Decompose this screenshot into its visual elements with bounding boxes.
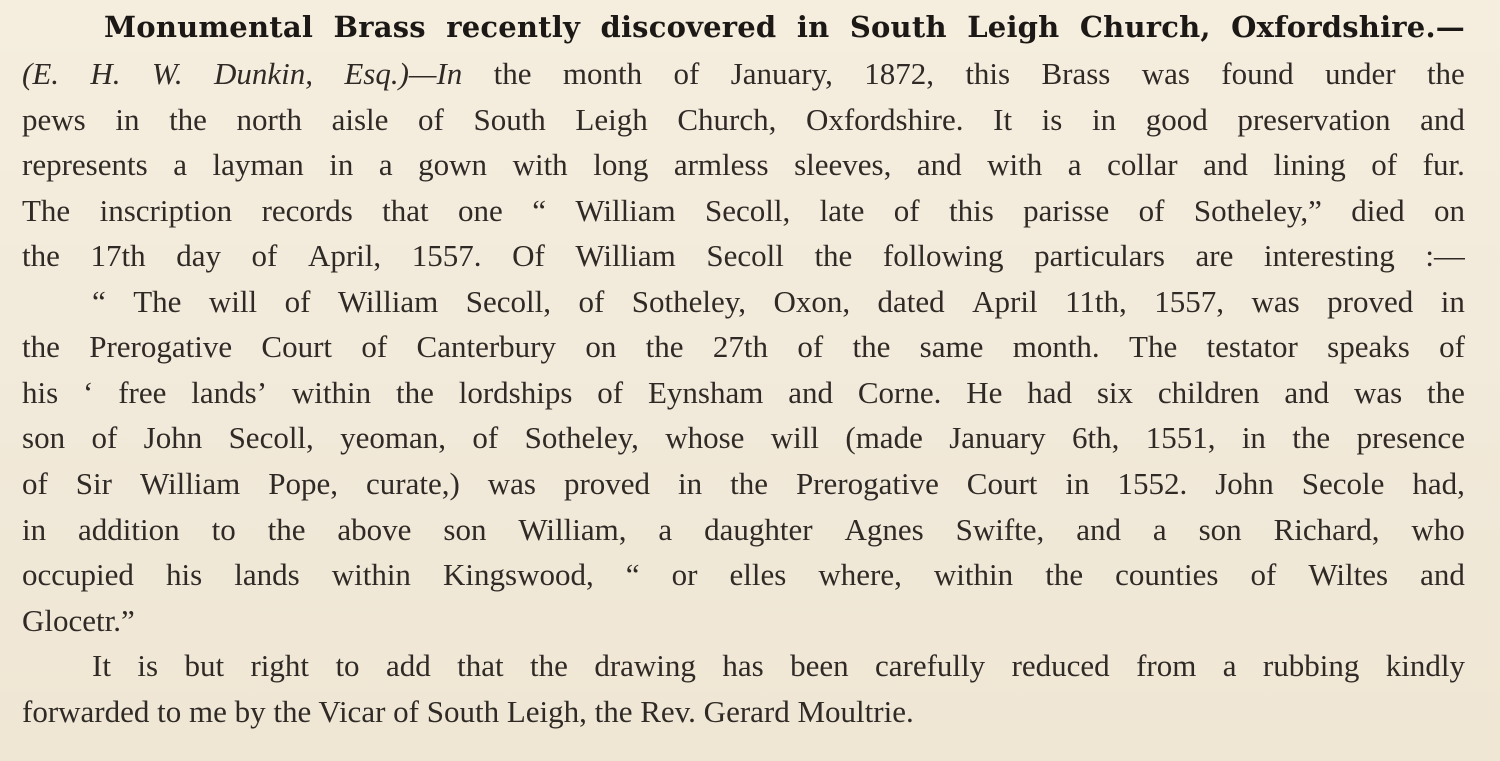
word: will <box>770 420 820 455</box>
word: same <box>919 329 984 364</box>
word: Esq.)—In <box>344 56 463 91</box>
word: John <box>143 420 203 455</box>
word: that <box>457 648 504 683</box>
word: day <box>176 238 221 273</box>
word: Court <box>966 466 1038 501</box>
word: Church, <box>677 102 777 137</box>
word: records <box>261 193 353 228</box>
word: Leigh <box>575 102 648 137</box>
word: reduced <box>1011 648 1110 683</box>
word: The <box>1129 329 1178 364</box>
word: (E. <box>22 56 60 91</box>
word: preservation <box>1237 102 1391 137</box>
word: addition <box>78 512 180 547</box>
text-line-7 <box>22 324 1465 370</box>
word: Secoll, <box>705 193 791 228</box>
word: William <box>575 238 676 273</box>
word: the <box>1045 557 1084 592</box>
word: elles <box>729 557 787 592</box>
word: Prerogative <box>795 466 939 501</box>
word: Secoll, <box>228 420 314 455</box>
text-line-14 <box>92 643 1465 689</box>
word: the <box>645 329 684 364</box>
word: was <box>1251 284 1300 319</box>
word: the <box>169 102 207 137</box>
text-line-4 <box>22 188 1465 234</box>
word: proved <box>563 466 651 501</box>
word: layman <box>212 147 304 182</box>
word: interesting <box>1263 238 1395 273</box>
word: particulars <box>1034 238 1165 273</box>
word: occupied <box>22 557 134 592</box>
word: of <box>893 193 920 228</box>
word: of <box>1371 147 1398 182</box>
word: of <box>361 329 388 364</box>
word: drawing <box>594 648 696 683</box>
word: Eynsham <box>647 375 764 410</box>
word: month <box>562 56 643 91</box>
word: April <box>972 284 1038 319</box>
word: a <box>378 147 393 182</box>
word: Monumental <box>104 10 314 44</box>
word: has <box>722 648 764 683</box>
word: Brass <box>1041 56 1111 91</box>
word: rubbing <box>1262 648 1360 683</box>
word: of <box>797 329 824 364</box>
word: pews <box>22 102 86 137</box>
word: of <box>251 238 278 273</box>
word: Secole <box>1301 466 1385 501</box>
text-line-9 <box>22 415 1465 461</box>
word: the <box>852 329 891 364</box>
word: gown <box>418 147 488 182</box>
word: H. <box>90 56 121 91</box>
word: a <box>1152 512 1167 547</box>
word: this <box>965 56 1011 91</box>
word: Secoll, <box>465 284 551 319</box>
word: dated <box>877 284 945 319</box>
word: South <box>849 10 947 44</box>
word: Canterbury <box>416 329 556 364</box>
text-line-6 <box>92 279 1465 325</box>
word: following <box>882 238 1004 273</box>
text-line-1 <box>22 51 1465 97</box>
word: son <box>1198 512 1242 547</box>
word: (made <box>845 420 923 455</box>
word: Oxfordshire.— <box>1231 10 1465 44</box>
word: a <box>173 147 187 182</box>
word: The <box>22 193 71 228</box>
word: above <box>337 512 412 547</box>
text-line-11 <box>22 507 1465 553</box>
word: this <box>949 193 994 228</box>
word: lining <box>1273 147 1346 182</box>
word: of <box>1138 193 1165 228</box>
word: ‘ <box>83 375 94 410</box>
word: or <box>671 557 698 592</box>
word: and <box>788 375 833 410</box>
word: six <box>1096 375 1134 410</box>
word: where, <box>818 557 902 592</box>
word: will <box>208 284 258 319</box>
text-line-10 <box>22 461 1465 507</box>
word: the <box>395 375 434 410</box>
word: W. <box>151 56 183 91</box>
word: yeoman, <box>340 420 447 455</box>
word: one <box>458 193 503 228</box>
word: parisse <box>1023 193 1110 228</box>
word: Wiltes <box>1308 557 1389 592</box>
word: Oxfordshire. <box>805 102 964 137</box>
word: Oxon, <box>773 284 851 319</box>
word: whose <box>665 420 745 455</box>
word: He <box>966 375 1003 410</box>
word: Richard, <box>1273 512 1380 547</box>
word: of <box>91 420 118 455</box>
text-line-3 <box>22 142 1465 188</box>
word: sleeves, <box>794 147 892 182</box>
word: discovered <box>600 10 777 44</box>
word: kindly <box>1385 648 1465 683</box>
word: and <box>1420 102 1465 137</box>
word: is <box>137 648 159 683</box>
word: of <box>1250 557 1277 592</box>
text-line-12 <box>22 552 1465 598</box>
word: Court <box>261 329 333 364</box>
word: Pope, <box>268 466 339 501</box>
word: had <box>1027 375 1072 410</box>
word: presence <box>1356 420 1465 455</box>
word: Sotheley, <box>524 420 639 455</box>
word: Sotheley, <box>631 284 746 319</box>
word: Kingswood, <box>443 557 594 592</box>
word: April, <box>307 238 382 273</box>
word: of <box>418 102 444 137</box>
word: 17th <box>90 238 146 273</box>
word: a <box>1067 147 1082 182</box>
word: 6th, <box>1071 420 1120 455</box>
word: Brass <box>333 10 426 44</box>
word: 1872, <box>864 56 934 91</box>
word: the <box>530 648 568 683</box>
word: proved <box>1327 284 1414 319</box>
word: the <box>493 56 532 91</box>
word: of <box>673 56 700 91</box>
word: was <box>1353 375 1403 410</box>
word: represents <box>22 147 148 182</box>
word: the <box>267 512 306 547</box>
word: :— <box>1425 238 1465 273</box>
word: found <box>1221 56 1294 91</box>
word: a <box>658 512 673 547</box>
word: speaks <box>1327 329 1410 364</box>
word: 1551, <box>1145 420 1216 455</box>
word: The <box>133 284 182 319</box>
word: and <box>1203 147 1248 182</box>
word: in <box>796 10 830 44</box>
word: lands <box>234 557 300 592</box>
word: William <box>575 193 676 228</box>
word: carefully <box>875 648 986 683</box>
word: South <box>473 102 546 137</box>
word: Corne. <box>857 375 942 410</box>
word: children <box>1157 375 1260 410</box>
word: the <box>730 466 768 501</box>
text-line-15: forwarded to me by the Vicar of South Leigh, the Rev. Gerard Moultrie. <box>22 694 914 729</box>
word: January <box>949 420 1046 455</box>
word: in <box>1091 102 1117 137</box>
word: “ <box>532 193 546 228</box>
word: son <box>22 420 66 455</box>
word: Leigh <box>967 10 1060 44</box>
word: was <box>1141 56 1190 91</box>
word: to <box>211 512 236 547</box>
word: of <box>578 284 605 319</box>
word: Agnes <box>844 512 924 547</box>
word: add <box>385 648 431 683</box>
word: the <box>1292 420 1331 455</box>
word: William <box>337 284 439 319</box>
text-line-5 <box>22 233 1465 279</box>
word: to <box>335 648 360 683</box>
word: John <box>1215 466 1274 501</box>
word: recently <box>446 10 581 44</box>
word: the <box>814 238 853 273</box>
word: and <box>1076 512 1121 547</box>
word: but <box>184 648 225 683</box>
word: a <box>1222 648 1237 683</box>
word: long <box>593 147 649 182</box>
word: on <box>1433 193 1465 228</box>
word: January, <box>730 56 833 91</box>
word: inscription <box>99 193 233 228</box>
word: from <box>1136 648 1197 683</box>
word: Dunkin, <box>213 56 313 91</box>
word: are <box>1195 238 1234 273</box>
word: 27th <box>712 329 768 364</box>
word: of <box>472 420 499 455</box>
word: within <box>331 557 411 592</box>
word: curate,) <box>365 466 460 501</box>
word: “ <box>625 557 640 592</box>
word: lordships <box>458 375 573 410</box>
word: under <box>1324 56 1396 91</box>
word: of <box>22 466 48 501</box>
word: was <box>487 466 536 501</box>
word: within <box>933 557 1014 592</box>
word: of <box>1439 329 1465 364</box>
word: Of <box>512 238 545 273</box>
word: his <box>165 557 203 592</box>
word: with <box>987 147 1043 182</box>
word: the <box>22 329 60 364</box>
word: It <box>993 102 1013 137</box>
word: Church, <box>1079 10 1211 44</box>
word: William <box>139 466 241 501</box>
word: Prerogative <box>89 329 233 364</box>
word: within <box>291 375 372 410</box>
word: in <box>115 102 140 137</box>
word: Swifte, <box>955 512 1045 547</box>
text-line-13: Glocetr.” <box>22 603 135 638</box>
word: son <box>443 512 487 547</box>
word: in <box>22 512 47 547</box>
word: and <box>1284 375 1330 410</box>
word: fur. <box>1422 147 1465 182</box>
document-heading <box>104 4 1465 50</box>
word: the <box>1426 56 1465 91</box>
word: in <box>1440 284 1465 319</box>
word: testator <box>1206 329 1298 364</box>
word: “ <box>92 284 106 319</box>
word: lands’ <box>191 375 268 410</box>
word: month. <box>1012 329 1100 364</box>
word: 1557, <box>1154 284 1224 319</box>
word: free <box>118 375 167 410</box>
word: that <box>382 193 429 228</box>
word: It <box>92 648 111 683</box>
word: Sotheley,” <box>1193 193 1322 228</box>
word: his <box>22 375 59 410</box>
text-line-2 <box>22 97 1465 143</box>
word: 1552. <box>1117 466 1188 501</box>
word: and <box>1420 557 1465 592</box>
word: north <box>236 102 302 137</box>
word: collar <box>1107 147 1178 182</box>
word: counties <box>1115 557 1219 592</box>
word: been <box>790 648 849 683</box>
word: good <box>1145 102 1208 137</box>
word: 1557. <box>411 238 482 273</box>
word: daughter <box>704 512 813 547</box>
word: 11th, <box>1065 284 1127 319</box>
word: of <box>597 375 624 410</box>
word: right <box>250 648 310 683</box>
word: died <box>1351 193 1405 228</box>
word: of <box>284 284 311 319</box>
word: William, <box>518 512 627 547</box>
word: and <box>916 147 962 182</box>
word: in <box>1065 466 1090 501</box>
word: who <box>1411 512 1465 547</box>
word: armless <box>673 147 769 182</box>
word: is <box>1041 102 1063 137</box>
text-line-8 <box>22 370 1465 416</box>
word: Secoll <box>706 238 784 273</box>
word: the <box>22 238 60 273</box>
word: aisle <box>331 102 389 137</box>
word: in <box>329 147 354 182</box>
word: Sir <box>75 466 112 501</box>
word: in <box>1241 420 1266 455</box>
word: the <box>1427 375 1465 410</box>
word: with <box>512 147 568 182</box>
word: late <box>819 193 865 228</box>
word: in <box>678 466 703 501</box>
word: had, <box>1412 466 1465 501</box>
word: on <box>585 329 617 364</box>
